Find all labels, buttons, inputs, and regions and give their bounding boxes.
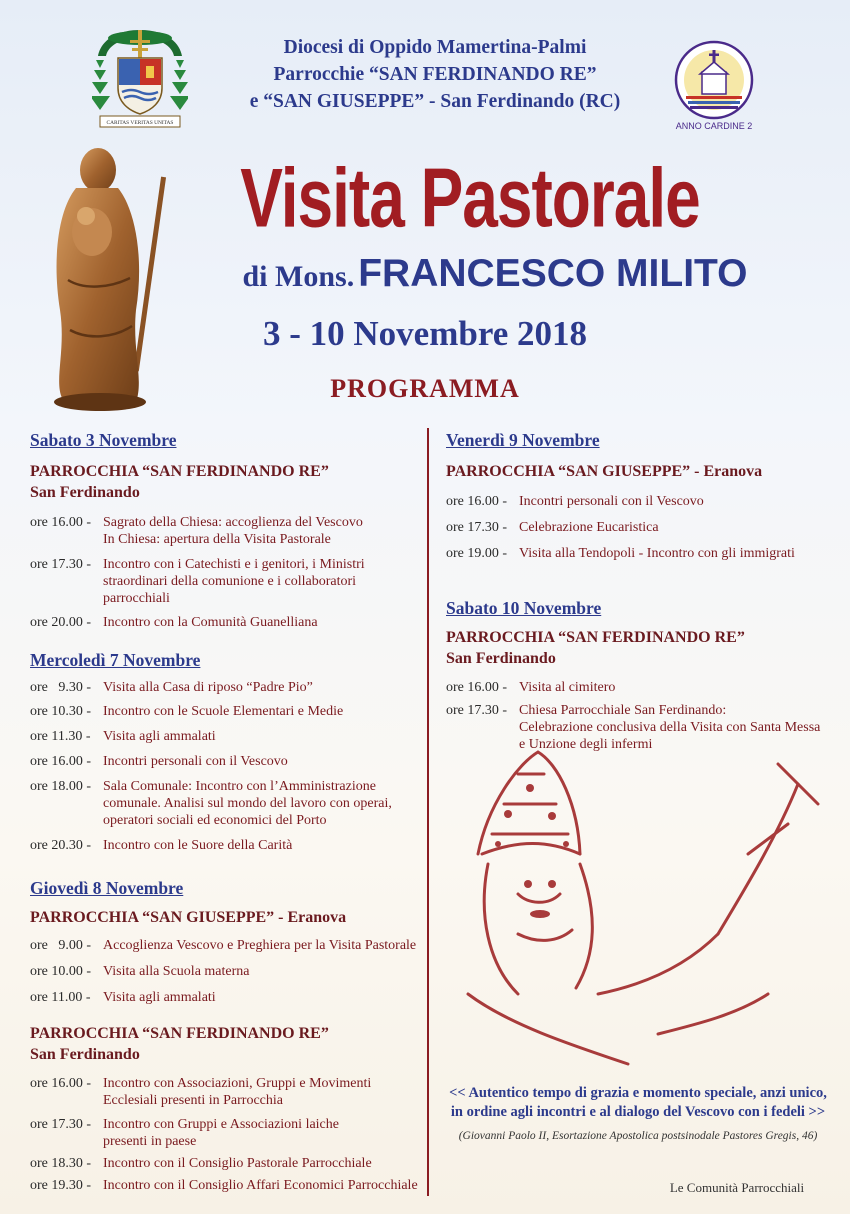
schedule-row — [30, 728, 425, 745]
day-saturday-10 — [446, 598, 841, 753]
event-time: ore 9.00 - — [30, 938, 92, 953]
event-description: Incontro con il Consiglio Affari Economici Parrocchiale — [103, 1178, 418, 1193]
event-description: Incontri personali con il Vescovo — [103, 754, 288, 769]
event-description: Incontro con la Comunità Guanelliana — [103, 615, 318, 630]
quote-citation: (Giovanni Paolo II, Esortazione Apostolica postsinodale Pastores Gregis, 46) — [458, 1130, 818, 1142]
schedule-row — [30, 1177, 425, 1194]
event-time: ore 11.30 - — [30, 729, 91, 744]
visit-dates: 3 - 10 Novembre 2018 — [262, 314, 588, 353]
parish-name: PARROCCHIA “SAN FERDINANDO RE” — [446, 629, 745, 646]
event-description: Sagrato della Chiesa: accoglienza del Vescovo In Chiesa: apertura della Visita Pastorale — [103, 515, 363, 547]
event-description: Visita al cimitero — [519, 680, 616, 695]
event-description: Visita alla Scuola materna — [103, 964, 250, 979]
parish-name: PARROCCHIA “SAN GIUSEPPE” - Eranova — [446, 463, 763, 480]
event-time: ore 10.00 - — [30, 964, 92, 979]
event-time: ore 17.30 - — [30, 557, 92, 572]
column-divider — [427, 428, 429, 1196]
parish-place: San Ferdinando — [446, 650, 556, 667]
jubilee-label: ANNO CARDINE 2 — [675, 121, 753, 131]
parish-name: PARROCCHIA “SAN FERDINANDO RE” — [30, 1025, 329, 1042]
event-description: Sala Comunale: Incontro con l’Amministrazione comunale. Analisi sul mondo del lavoro con operai, operatori sociali ed economici del Porto — [103, 779, 392, 828]
event-description: Chiesa Parrocchiale San Ferdinando: Celebrazione conclusiva della Visita con Santa Messa e Unzione degli infermi — [519, 703, 821, 752]
event-time: ore 20.30 - — [30, 838, 92, 853]
programme-heading: PROGRAMMA — [330, 374, 520, 403]
event-description: Incontro con Associazioni, Gruppi e Movimenti Ecclesiali presenti in Parrocchia — [103, 1076, 372, 1108]
event-time: ore 11.00 - — [30, 990, 91, 1005]
event-description: Incontri personali con il Vescovo — [519, 494, 704, 509]
signature: Le Comunità Parrocchiali — [669, 1180, 805, 1195]
event-description: Incontro con i Catechisti e i genitori, i Ministri straordinari della comunione e i collaboratori parrocchiali — [103, 557, 365, 606]
page-title: Visita Pastorale — [240, 151, 700, 245]
schedule-row — [446, 493, 841, 510]
anno-cardine-logo — [666, 36, 762, 132]
day-thursday-8 — [30, 878, 425, 1194]
event-description: Incontro con le Scuole Elementari e Medie — [103, 704, 344, 719]
schedule-row — [30, 837, 425, 854]
day-heading: Mercoledì 7 Novembre — [30, 650, 201, 670]
day-heading: Sabato 3 Novembre — [30, 430, 177, 450]
schedule-row — [30, 679, 425, 696]
event-time: ore 17.30 - — [30, 1117, 92, 1132]
event-description: Incontro con Gruppi e Associazioni laiche presenti in paese — [103, 1117, 339, 1149]
schedule-row — [30, 514, 425, 548]
event-description: Celebrazione Eucaristica — [519, 520, 659, 535]
day-friday-9 — [446, 430, 841, 562]
schedule-row — [30, 753, 425, 770]
event-description: Visita agli ammalati — [103, 729, 216, 744]
diocese-heading — [200, 34, 670, 115]
quote-line: in ordine agli incontri e al dialogo del Vescovo con i fedeli >> — [450, 1104, 826, 1120]
parish-name: PARROCCHIA “SAN GIUSEPPE” - Eranova — [30, 909, 347, 926]
quote-line: << Autentico tempo di grazia e momento speciale, anzi unico, — [449, 1085, 827, 1101]
schedule-row — [30, 614, 425, 631]
diocese-line: Diocesi di Oppido Mamertina-Palmi — [283, 37, 587, 58]
event-description: Incontro con il Consiglio Pastorale Parrocchiale — [103, 1156, 372, 1171]
parish-place: San Ferdinando — [30, 484, 140, 501]
event-description: Visita alla Tendopoli - Incontro con gli immigrati — [519, 546, 795, 561]
diocese-line: Parrocchie “SAN FERDINANDO RE” — [273, 64, 597, 85]
event-description: Visita alla Casa di riposo “Padre Pio” — [103, 680, 313, 695]
event-time: ore 10.30 - — [30, 704, 92, 719]
event-time: ore 17.30 - — [446, 703, 508, 718]
bishop-subtitle — [150, 252, 840, 296]
diocese-line: e “SAN GIUSEPPE” - San Ferdinando (RC) — [249, 91, 621, 112]
schedule-row — [446, 545, 841, 562]
event-time: ore 9.30 - — [30, 680, 92, 695]
schedule-row — [30, 778, 425, 829]
event-time: ore 16.00 - — [30, 1076, 92, 1091]
schedule-row — [30, 937, 425, 954]
bishop-name: FRANCESCO MILITO — [358, 252, 748, 295]
schedule-row — [30, 703, 425, 720]
event-time: ore 18.30 - — [30, 1156, 92, 1171]
event-time: ore 19.00 - — [446, 546, 508, 561]
pope-illustration — [448, 744, 832, 1074]
event-description: Incontro con le Suore della Carità — [103, 838, 293, 853]
day-saturday-3 — [30, 430, 425, 631]
event-time: ore 19.30 - — [30, 1178, 92, 1193]
coat-motto: CARITAS VERITAS UNITAS — [106, 120, 174, 126]
schedule-row — [30, 556, 425, 607]
event-description: Visita agli ammalati — [103, 990, 216, 1005]
schedule-row — [446, 519, 841, 536]
event-time: ore 16.00 - — [446, 494, 508, 509]
quote-text — [440, 1084, 836, 1122]
schedule-row — [30, 963, 425, 980]
day-heading: Giovedì 8 Novembre — [30, 878, 184, 898]
event-time: ore 16.00 - — [30, 754, 92, 769]
day-heading: Venerdì 9 Novembre — [446, 430, 600, 450]
event-time: ore 16.00 - — [30, 515, 92, 530]
event-time: ore 18.00 - — [30, 779, 92, 794]
day-wednesday-7 — [30, 650, 425, 854]
schedule-row — [30, 1075, 425, 1109]
event-time: ore 17.30 - — [446, 520, 508, 535]
schedule-row — [30, 1155, 425, 1172]
schedule-row — [30, 1116, 425, 1150]
event-description: Accoglienza Vescovo e Preghiera per la Visita Pastorale — [103, 938, 417, 953]
schedule-row — [446, 679, 841, 696]
parish-name: PARROCCHIA “SAN FERDINANDO RE” — [30, 463, 329, 480]
coat-of-arms-emblem — [92, 26, 188, 134]
event-time: ore 20.00 - — [30, 615, 92, 630]
subtitle-prefix: di Mons. — [242, 260, 355, 293]
event-time: ore 16.00 - — [446, 680, 508, 695]
schedule-row — [30, 989, 425, 1006]
day-heading: Sabato 10 Novembre — [446, 598, 602, 618]
parish-place: San Ferdinando — [30, 1046, 140, 1063]
